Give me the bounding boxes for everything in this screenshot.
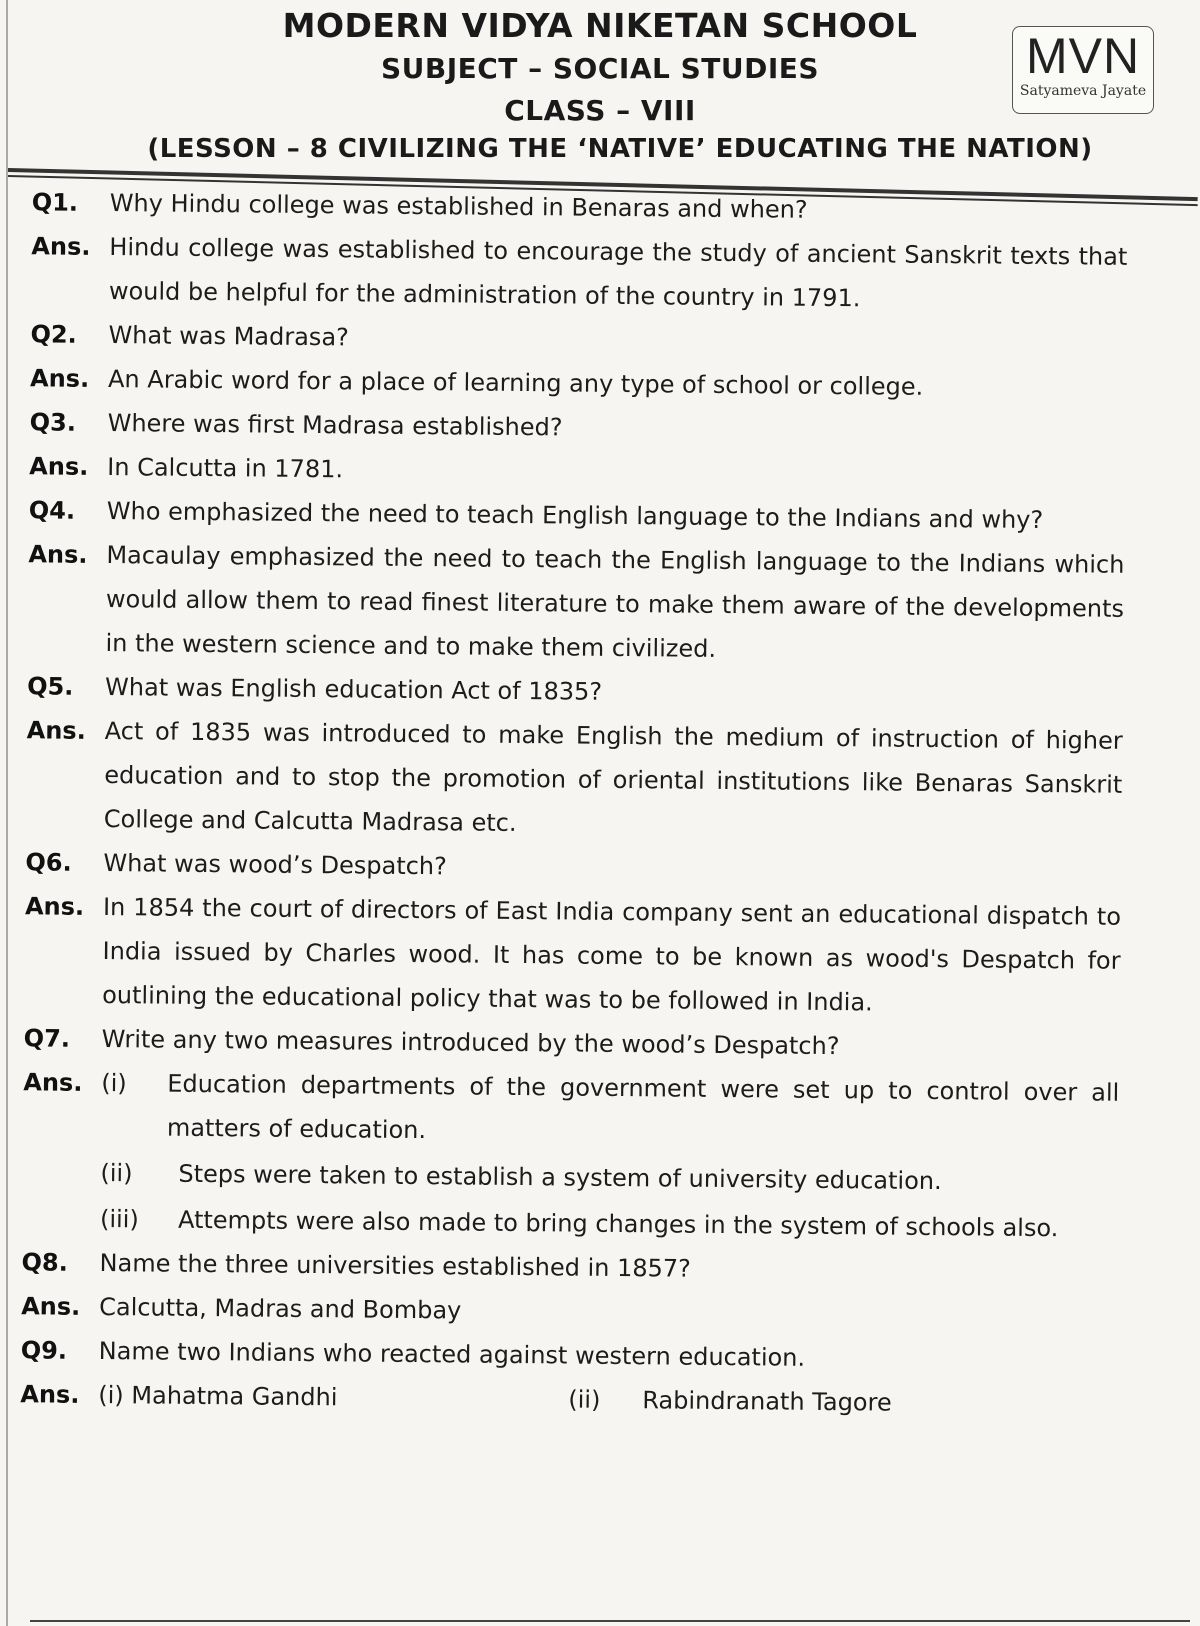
question-text: What was wood’s Despatch? xyxy=(103,849,447,881)
point-text: Education departments of the government were set up to control over all matters of education. xyxy=(166,1069,1120,1145)
answer-point xyxy=(100,1151,1118,1205)
question-text: Name the three universities established in 1857? xyxy=(99,1249,691,1283)
answer-row xyxy=(0,224,1200,324)
answer-label: Ans. xyxy=(23,1068,83,1097)
point-text: Attempts were also made to bring changes in the system of schools also. xyxy=(177,1205,1059,1243)
question-text: Write any two measures introduced by the wood’s Despatch? xyxy=(101,1025,840,1061)
question-number: Q9. xyxy=(20,1336,68,1365)
question-text: Why Hindu college was established in Benaras and when? xyxy=(109,189,808,224)
question-number: Q7. xyxy=(23,1024,71,1053)
point-number: (ii) xyxy=(100,1159,133,1188)
school-name: MODERN VIDYA NIKETAN SCHOOL xyxy=(282,6,918,45)
answer-label: Ans. xyxy=(29,364,90,393)
answer-text: In 1854 the court of directors of East India company sent an educational dispatch to India issued by Charles wood. It has come to be known as wood's Despatch for outlining the educational policy that was to be followed in India. xyxy=(102,893,1122,1017)
answer-point xyxy=(101,1061,1120,1159)
question-number: Q2. xyxy=(30,320,77,349)
point-number: (iii) xyxy=(99,1205,139,1234)
answer-columns xyxy=(98,1373,1116,1427)
point-text: Steps were taken to establish a system of university education. xyxy=(178,1159,942,1196)
header xyxy=(0,0,1200,205)
question-number: Q1. xyxy=(31,188,79,217)
logo-tagline: Satyameva Jayate xyxy=(1019,83,1147,99)
answer-row xyxy=(0,708,1195,852)
answer-row xyxy=(0,1060,1191,1252)
answer-label: Ans. xyxy=(21,1292,81,1321)
answer-item xyxy=(568,1378,1116,1427)
answer-label: Ans. xyxy=(24,892,85,921)
question-number: Q3. xyxy=(29,408,77,437)
question-text: Who emphasized the need to teach English language to the Indians and why? xyxy=(106,497,1044,535)
question-text: Where was first Madrasa established? xyxy=(107,409,563,442)
point-number: (i) xyxy=(101,1069,127,1098)
answer-label: Ans. xyxy=(20,1380,80,1409)
answer-text: An Arabic word for a place of learning any type of school or college. xyxy=(107,365,924,401)
answer-text: In Calcutta in 1781. xyxy=(107,453,344,484)
class-title: CLASS – VIII xyxy=(504,94,696,127)
qa-list xyxy=(0,180,1200,1427)
point-number: (ii) xyxy=(568,1385,601,1414)
point-text: Rabindranath Tagore xyxy=(642,1386,892,1417)
question-text: Name two Indians who reacted against western education. xyxy=(98,1337,806,1372)
question-text: What was Madrasa? xyxy=(108,321,349,352)
answer-points xyxy=(100,1061,1120,1251)
question-number: Q8. xyxy=(21,1248,68,1277)
answer-row xyxy=(0,532,1197,676)
answer-text: Hindu college was established to encourage the study of ancient Sanskrit texts that would be helpful for the administration of the country in 1791. xyxy=(108,233,1128,313)
question-number: Q5. xyxy=(27,672,74,701)
answer-label: Ans. xyxy=(26,716,86,745)
answer-text: Act of 1835 was introduced to make English the medium of instruction of higher education and to stop the promotion of oriental institutions like Benaras Sanskrit College and Calcutta Madrasa etc. xyxy=(103,717,1123,837)
answer-text: Calcutta, Madras and Bombay xyxy=(99,1293,462,1325)
school-logo xyxy=(1012,26,1154,114)
answer-row xyxy=(0,884,1193,1028)
answer-label: Ans. xyxy=(31,232,91,261)
footer-rule xyxy=(30,1620,1190,1622)
question-text: What was English education Act of 1835? xyxy=(105,673,603,706)
question-number: Q6. xyxy=(25,848,72,877)
subject-title: SUBJECT – SOCIAL STUDIES xyxy=(380,52,820,85)
question-number: Q4. xyxy=(28,496,76,525)
answer-label: Ans. xyxy=(29,452,89,481)
lesson-title: (LESSON – 8 CIVILIZING THE ‘NATIVE’ EDUCATING THE NATION) xyxy=(147,134,1093,164)
answer-text: Macaulay emphasized the need to teach the English language to the Indians which would allow them to read finest literature to make them aware of the developments in the western science and to make them civilized. xyxy=(105,541,1125,663)
answer-label: Ans. xyxy=(28,540,88,569)
answer-item: (i) Mahatma Gandhi xyxy=(98,1381,338,1412)
logo-mark: MVN xyxy=(1025,28,1141,84)
